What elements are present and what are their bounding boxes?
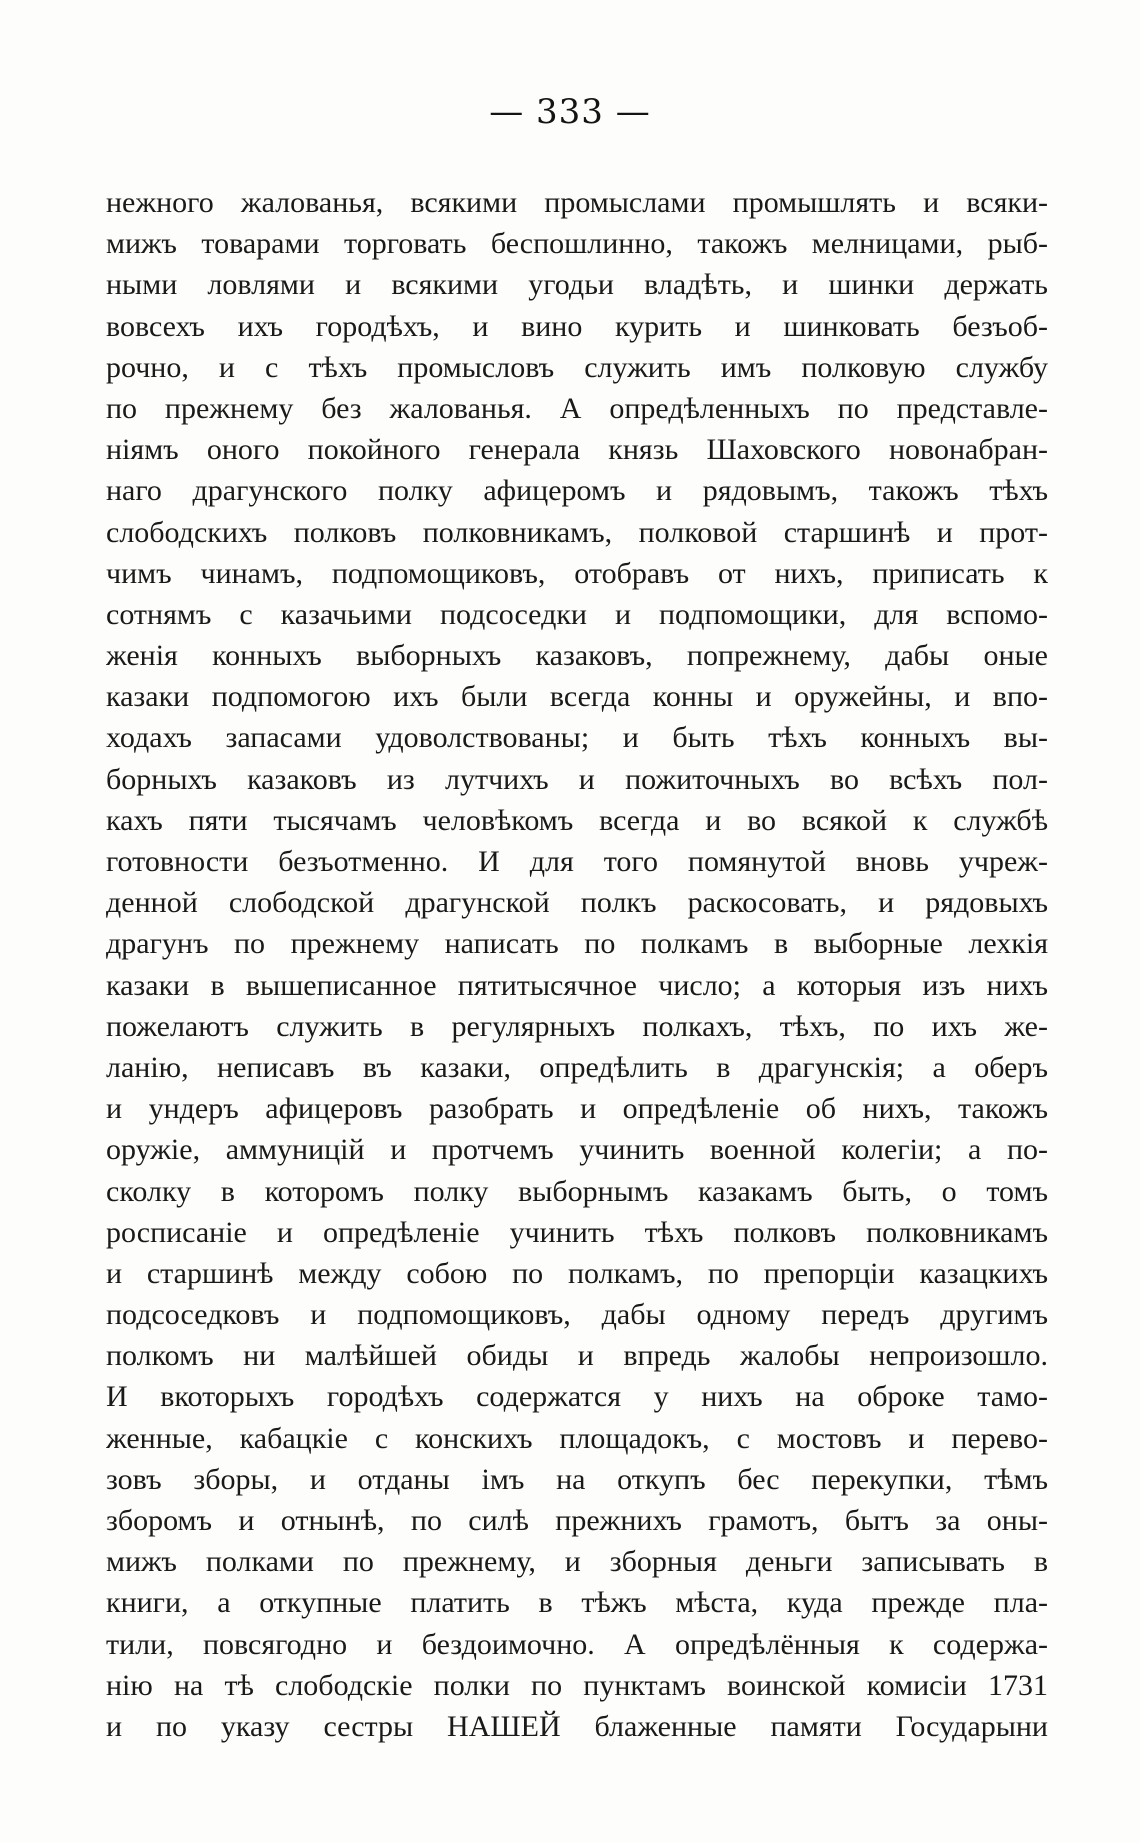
text-line: росписаніе и опредѣленіе учинить тѣхъ полковъ полковникамъ [106, 1215, 1048, 1249]
text-line: оружіе, аммуницій и протчемъ учинить военной колегіи; а по- [106, 1133, 1048, 1167]
page-number: — 333 — [489, 92, 651, 132]
text-line: слободскихъ полковъ полковникамъ, полковой старшинѣ и прот- [106, 515, 1048, 549]
text-line: казаки в вышеписанное пятитысячное число; а которыя изъ нихъ [106, 968, 1048, 1002]
text-line: драгунъ по прежнему написать по полкамъ в выборные лехкія [106, 927, 1048, 961]
text-line: вовсехъ ихъ городѣхъ, и вино курить и шинковать безъоб- [106, 309, 1048, 343]
text-line: мижъ товарами торговать беспошлинно, такожъ мелницами, рыб- [106, 227, 1048, 261]
text-line: И вкоторыхъ городѣхъ содержатся у нихъ на оброке тамо- [106, 1380, 1048, 1414]
text-line: ніямъ оного покойного генерала князь Шаховского новонабран- [106, 433, 1048, 467]
text-line: борныхъ казаковъ из лутчихъ и пожиточныхъ во всѣхъ пол- [106, 762, 1048, 796]
text-line: ными ловлями и всякими угодьи владѣть, и шинки держать [106, 268, 1048, 302]
text-line: по прежнему без жалованья. А опредѣленныхъ по представле- [106, 391, 1048, 425]
text-line: зборомъ и отнынѣ, по силѣ прежнихъ грамотъ, бытъ за оны- [106, 1504, 1048, 1537]
text-line: тили, повсягодно и бездоимочно. А опредѣлённыя к содержа- [106, 1627, 1048, 1661]
text-line: мижъ полками по прежнему, и зборныя деньги записывать в [106, 1545, 1048, 1579]
text-line: ходахъ запасами удоволствованы; и быть тѣхъ конныхъ вы- [106, 721, 1048, 755]
text-line: зовъ зборы, и отданы імъ на откупъ бес перекупки, тѣмъ [106, 1462, 1048, 1496]
text-line: сотнямъ с казачьими подсоседки и подпомощики, для вспомо- [106, 597, 1048, 631]
text-line: женные, кабацкіе с конскихъ площадокъ, с мостовъ и перево- [106, 1421, 1048, 1455]
text-line: ланію, неписавъ въ казаки, опредѣлить в драгунскія; а оберъ [106, 1050, 1048, 1084]
text-line: нежного жалованья, всякими промыслами промышлять и всяки- [106, 186, 1048, 219]
text-line: казаки подпомогою ихъ были всегда конны и оружейны, и впо- [106, 680, 1048, 714]
text-line: кахъ пяти тысячамъ человѣкомъ всегда и во всякой к службѣ [106, 803, 1048, 837]
text-line: нію на тѣ слободскіе полки по пунктамъ воинской комисіи 1731 [106, 1668, 1048, 1702]
body-text [106, 182, 1048, 1747]
text-line: чимъ чинамъ, подпомощиковъ, отобравъ от нихъ, приписать к [106, 556, 1048, 590]
text-line: полкомъ ни малѣйшей обиды и впредь жалобы непроизошло. [106, 1339, 1048, 1373]
text-line: наго драгунского полку афицеромъ и рядовымъ, такожъ тѣхъ [106, 474, 1048, 508]
text-line: денной слободской драгунской полкъ раскосовать, и рядовыхъ [106, 886, 1048, 920]
text-line: пожелаютъ служить в регулярныхъ полкахъ, тѣхъ, по ихъ же- [106, 1009, 1048, 1043]
text-line: и ундеръ афицеровъ разобрать и опредѣленіе об нихъ, такожъ [106, 1092, 1048, 1126]
text-line: книги, а откупные платить в тѣжъ мѣста, куда прежде пла- [106, 1586, 1048, 1620]
text-line: готовности безъотменно. И для того помянутой вновь учреж- [106, 845, 1048, 878]
text-line: женія конныхъ выборныхъ казаковъ, попрежнему, дабы оные [106, 639, 1048, 673]
text-line: подсоседковъ и подпомощиковъ, дабы одному передъ другимъ [106, 1298, 1048, 1332]
text-line: сколку в которомъ полку выборнымъ казакамъ быть, о томъ [106, 1174, 1048, 1208]
text-line: и старшинѣ между собою по полкамъ, по препорціи казацкихъ [106, 1256, 1048, 1290]
text-line: и по указу сестры НАШЕЙ блаженные памяти Государыни [106, 1709, 1048, 1743]
text-line: рочно, и с тѣхъ промысловъ служить имъ полковую службу [106, 350, 1048, 384]
